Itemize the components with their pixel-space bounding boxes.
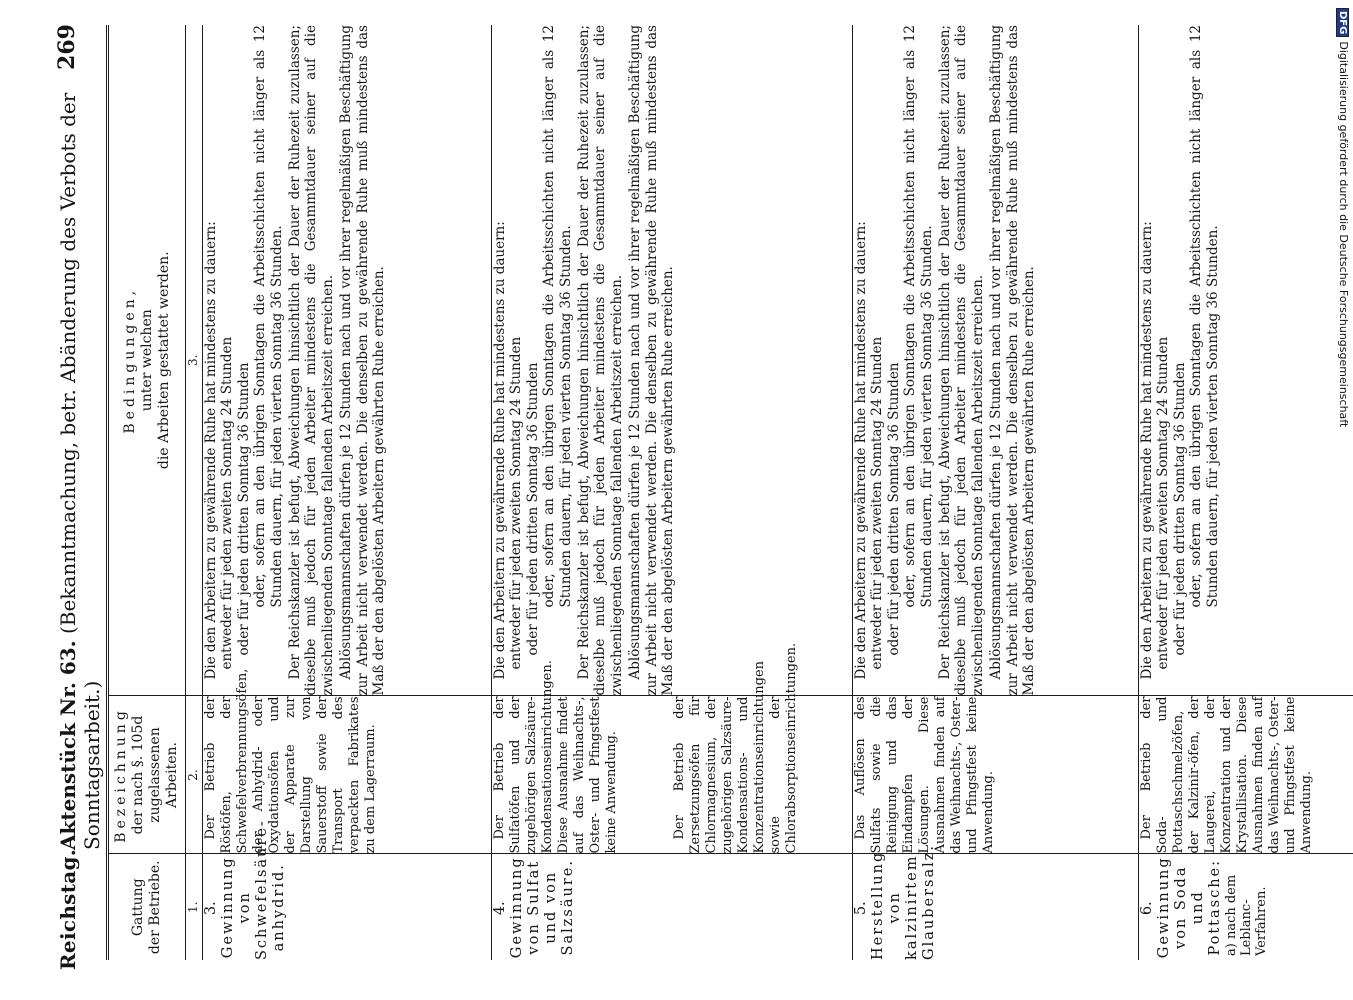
conditions-option: oder, sofern an den übrigen Sonntagen die Arbeitsschichten nicht länger als 12 Stunden dauern, für jeden vierten Sonntag 36 Stunden. (1188, 25, 1221, 608)
column-heading-line: unter welchen (138, 309, 155, 412)
conditions-paragraph: Ablösungsmannschaften dürfen je 12 Stunden nach und vor ihrer regelmäßigen Beschäftigung zur Arbeit nicht verwendet werden. Die denselben zu gewährende Ruhe muß mindestens das Maß der den abgelösten Arbeitern gewährten Ruhe erreichen. (627, 25, 677, 696)
column-number: 3. (186, 25, 203, 696)
gattung-cell (492, 854, 853, 960)
gattung-text: Herstellung von kalzinirtem Glaubersalz. (870, 844, 937, 960)
bedingungen-cell (203, 25, 492, 696)
column-heading-line: der nach §. 105d zugelassenen (130, 715, 163, 835)
header-left: Reichstag. (56, 848, 80, 970)
conditions-intro: Die den Arbeitern zu gewährende Ruhe hat mindestens zu dauern: (492, 221, 508, 680)
bezeichnung-text: Das Auflösen des Sulfats sowie die Reinigung und das Eindampfen der Lösungen. Diese Ausnahmen finden auf das Weihnachts-, Oster- und Pfingstfest keine Anwendung. (853, 696, 996, 854)
gattung-text: Gewinnung von Schwefelsäure-anhydrid. (220, 819, 287, 960)
gattung-subtext: a) nach dem Leblanc-Verfahren. (1224, 874, 1269, 956)
regulation-table (106, 25, 1353, 960)
column-number-row (186, 25, 203, 960)
bezeichnung-cell (1139, 696, 1353, 854)
bezeichnung-text: Der Betrieb der Soda- und Pottaschschmelzöfen, der Kalzinir-öfen, der Laugerei, der Konzentration und der Krystallisation. Diese Ausnahmen finden auf das Weihnachts-, Oster- und Pfingstfest keine Anwendung. (1139, 696, 1314, 854)
conditions-option: oder, sofern an den übrigen Sonntagen die Arbeitsschichten nicht länger als 12 Stunden dauern, für jeden vierten Sonntag 36 Stunden. (252, 25, 285, 608)
conditions-option: oder, sofern an den übrigen Sonntagen die Arbeitsschichten nicht länger als 12 Stunden dauern, für jeden vierten Sonntag 36 Stunden. (902, 25, 935, 608)
row-number: 4. (492, 901, 508, 916)
running-head (50, 20, 104, 980)
row-number: 6. (1139, 901, 1155, 916)
bezeichnung-text: Der Betrieb der Röstöfen, der Schwefelverbrennungsöfen, der Anhydrid- oder Oxydationsöfen und der Apparate zur Darstellung von Sauerstoff sowie der Transport des verpackten Fabrikates zu dem Lagerraum. (203, 668, 378, 854)
table-row (203, 25, 492, 960)
page-number: 269 (54, 24, 80, 70)
conditions-option: entweder für jeden zweiten Sonntag 24 Stunden (219, 336, 236, 670)
dfg-logo: DFG (1336, 8, 1349, 37)
conditions-option: entweder für jeden zweiten Sonntag 24 Stunden (869, 336, 886, 670)
column-heading-line: Bedingungen, (121, 286, 138, 434)
bedingungen-cell (853, 25, 1139, 696)
column-heading-line: der Betriebe. (147, 860, 163, 955)
column-heading-line: Arbeiten. (164, 742, 180, 808)
table-row (853, 25, 1139, 960)
conditions-option: oder für jeden dritten Sonntag 36 Stunden (524, 362, 541, 656)
conditions-option: oder für jeden dritten Sonntag 36 Stunden (235, 362, 252, 656)
conditions-option: entweder für jeden zweiten Sonntag 24 Stunden (508, 336, 525, 670)
gattung-cell (203, 819, 492, 960)
row-number: 5. (853, 901, 869, 916)
digitization-note-text (1332, 8, 1350, 993)
conditions-intro: Die den Arbeitern zu gewährende Ruhe hat mindestens zu dauern: (1139, 221, 1155, 680)
column-heading-bezeichnung (108, 696, 186, 854)
bedingungen-cell (1139, 25, 1353, 696)
digitization-credit: Digitalisierung gefördert durch die Deutsche Forschungsgemeinschaft (1337, 41, 1350, 428)
conditions-option: entweder für jeden zweiten Sonntag 24 Stunden (1155, 336, 1172, 670)
header-title-rest: (Bekanntmachung, betr. Abänderung des Verbots der Sonntagsarbeit.) (56, 92, 104, 850)
conditions-option: oder für jeden dritten Sonntag 36 Stunden (1171, 362, 1188, 656)
bedingungen-cell (492, 25, 853, 696)
column-heading-bedingungen (108, 25, 186, 696)
conditions-paragraph: Ablösungsmannschaften dürfen je 12 Stunden nach und vor ihrer regelmäßigen Beschäftigung zur Arbeit nicht verwendet werden. Die denselben zu gewährende Ruhe muß mindestens das Maß der den abgelösten Arbeitern gewährten Ruhe erreichen. (338, 25, 388, 696)
bezeichnung-cell (203, 668, 492, 854)
header-title-bold: Aktenstück Nr. 63. (56, 640, 80, 850)
digitization-note (1333, 8, 1353, 993)
conditions-intro: Die den Arbeitern zu gewährende Ruhe hat mindestens zu dauern: (203, 221, 219, 680)
column-heading-line: die Arbeiten gestattet werden. (155, 251, 172, 470)
column-number: 1. (186, 854, 203, 960)
bezeichnung-cell (853, 696, 1139, 854)
conditions-paragraph: Der Reichskanzler ist befugt, Abweichungen hinsichtlich der Dauer der Ruhezeit zuzulassen; dieselbe muß jedoch für jeden Arbeiter mindestens die Gesammtdauer seiner auf die zwischenliegenden Sonntage fallenden Arbeitszeit erreichen. (287, 25, 336, 696)
bezeichnung-text: Der Betrieb der Zersetzungsöfen für Chlormagnesium, der zugehörigen Salzsäure-Kondensations- und Konzentrationseinrichtungen sowie der Chlorabsorptionseinrichtungen. (672, 642, 799, 854)
row-number: 3. (203, 901, 219, 916)
gattung-cell (1139, 854, 1353, 960)
column-heading-line: Gattung (130, 878, 146, 937)
column-heading-line: Bezeichnung (113, 707, 129, 843)
gattung-text: Gewinnung von Sulfat und von Salzsäure. (509, 856, 576, 959)
table-row (492, 25, 853, 960)
conditions-option: oder, sofern an den übrigen Sonntagen die Arbeitsschichten nicht länger als 12 Stunden dauern, für jeden vierten Sonntag 36 Stunden. (541, 25, 574, 608)
gattung-cell (853, 844, 1139, 960)
bezeichnung-cell (492, 642, 853, 854)
conditions-option: oder für jeden dritten Sonntag 36 Stunden (885, 362, 902, 656)
bezeichnung-text: Der Betrieb der Sulfatöfen und der zugehörigen Salzsäure-Kondensationseinrichtungen. Diese Ausnahme findet auf das Weihnachts-, Oster- und Pfingstfest keine Anwendung. (492, 660, 619, 854)
gattung-text: Gewinnung von Soda und Pottasche: (1156, 856, 1223, 959)
conditions-paragraph: Der Reichskanzler ist befugt, Abweichungen hinsichtlich der Dauer der Ruhezeit zuzulassen; dieselbe muß jedoch für jeden Arbeiter mindestens die Gesammtdauer seiner auf die zwischenliegenden Sonntage fallenden Arbeitszeit erreichen. (576, 25, 625, 696)
table-row (1139, 25, 1353, 960)
column-heading-gattung (108, 854, 186, 960)
conditions-paragraph: Ablösungsmannschaften dürfen je 12 Stunden nach und vor ihrer regelmäßigen Beschäftigung zur Arbeit nicht verwendet werden. Die denselben zu gewährende Ruhe muß mindestens das Maß der den abgelösten Arbeitern gewährten Ruhe erreichen. (988, 25, 1038, 696)
conditions-intro: Die den Arbeitern zu gewährende Ruhe hat mindestens zu dauern: (853, 221, 869, 680)
header-title (56, 20, 104, 850)
table-header-row (108, 25, 186, 960)
rotated-page (50, 20, 1340, 980)
conditions-paragraph: Der Reichskanzler ist befugt, Abweichungen hinsichtlich der Dauer der Ruhezeit zuzulassen; dieselbe muß jedoch für jeden Arbeiter mindestens die Gesammtdauer seiner auf die zwischenliegenden Sonntage fallenden Arbeitszeit erreichen. (937, 25, 986, 696)
column-number: 2. (186, 696, 203, 854)
